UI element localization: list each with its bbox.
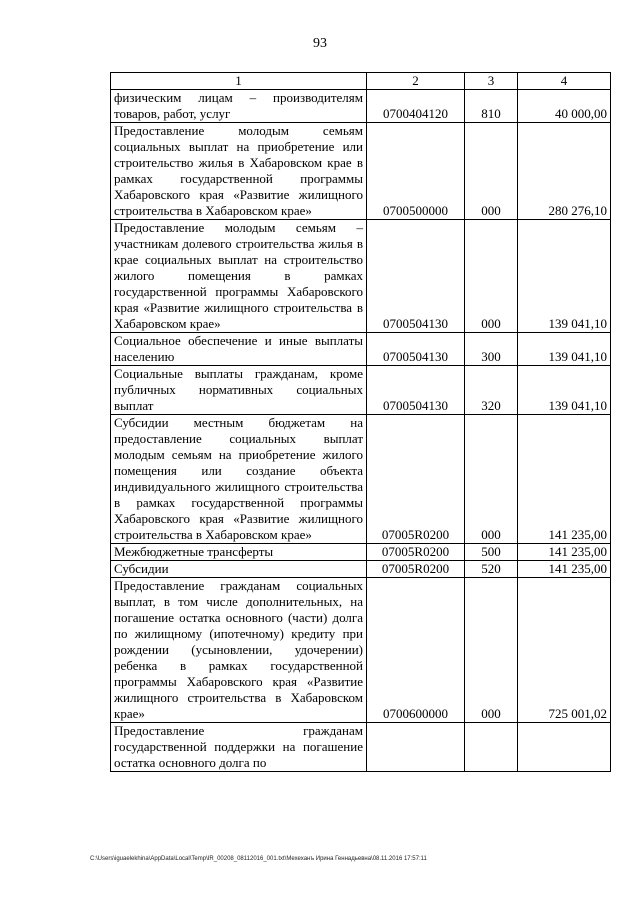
table-row <box>111 90 611 123</box>
row-description: Предоставление гражданам государственной поддержки на погашение остатка основного долга по <box>111 723 367 772</box>
row-expense-type: 500 <box>465 544 518 561</box>
row-target-code <box>367 723 465 772</box>
table-row <box>111 366 611 415</box>
row-target-code: 0700500000 <box>367 123 465 220</box>
row-target-code: 0700504130 <box>367 366 465 415</box>
row-expense-type: 000 <box>465 220 518 333</box>
row-amount: 141 235,00 <box>518 415 611 544</box>
document-footer-path: C:\Users\iguaelekhina\AppData\Local\Temp\IR_00208_08112016_001.txt\Мехеханъ Ирина Геннадьевна\08.11.2016 17:57:11 <box>90 856 427 862</box>
column-header-3: 3 <box>465 73 518 90</box>
row-description: Субсидии местным бюджетам на предоставление социальных выплат молодым семьям на приобретение жилого помещения или создание объекта индивидуального жилищного строительства в рамках государственной программы Хабаровского края «Развитие жилищного строительства в Хабаровском крае» <box>111 415 367 544</box>
row-amount: 141 235,00 <box>518 544 611 561</box>
row-target-code: 07005R0200 <box>367 415 465 544</box>
row-description: Предоставление молодым семьям – участникам долевого строительства жилья в крае социальных выплат на строительство жилого помещения в рамках государственной программы Хабаровского края «Развитие жилищного строительства в Хабаровском крае» <box>111 220 367 333</box>
row-expense-type: 000 <box>465 123 518 220</box>
table-row <box>111 123 611 220</box>
row-amount: 139 041,10 <box>518 366 611 415</box>
table-row <box>111 220 611 333</box>
table-row <box>111 578 611 723</box>
row-description: физическим лицам – производителям товаров, работ, услуг <box>111 90 367 123</box>
row-amount <box>518 723 611 772</box>
row-description: Социальные выплаты гражданам, кроме публичных нормативных социальных выплат <box>111 366 367 415</box>
row-amount: 40 000,00 <box>518 90 611 123</box>
row-amount: 280 276,10 <box>518 123 611 220</box>
row-description: Межбюджетные трансферты <box>111 544 367 561</box>
budget-table <box>110 72 611 772</box>
row-target-code: 07005R0200 <box>367 544 465 561</box>
row-target-code: 0700504130 <box>367 333 465 366</box>
row-expense-type: 810 <box>465 90 518 123</box>
row-description: Предоставление гражданам социальных выплат, в том числе дополнительных, на погашение остатка основного (части) долга по жилищному (ипотечному) кредиту при рождении (усыновлении, удочерении) ребенка в рамках государственной программы Хабаровского края «Развитие жилищного строительства в Хабаровском крае» <box>111 578 367 723</box>
row-description: Социальное обеспечение и иные выплаты населению <box>111 333 367 366</box>
row-target-code: 0700504130 <box>367 220 465 333</box>
row-description: Субсидии <box>111 561 367 578</box>
table-row <box>111 561 611 578</box>
row-amount: 141 235,00 <box>518 561 611 578</box>
row-target-code: 0700404120 <box>367 90 465 123</box>
table-row <box>111 333 611 366</box>
page-number: 93 <box>313 36 327 51</box>
row-expense-type: 320 <box>465 366 518 415</box>
row-expense-type: 300 <box>465 333 518 366</box>
table-header-row <box>111 73 611 90</box>
row-target-code: 0700600000 <box>367 578 465 723</box>
table-row <box>111 544 611 561</box>
column-header-4: 4 <box>518 73 611 90</box>
column-header-1: 1 <box>111 73 367 90</box>
column-header-2: 2 <box>367 73 465 90</box>
row-amount: 139 041,10 <box>518 333 611 366</box>
row-expense-type: 000 <box>465 415 518 544</box>
table-row <box>111 415 611 544</box>
row-expense-type: 000 <box>465 578 518 723</box>
row-amount: 139 041,10 <box>518 220 611 333</box>
row-expense-type: 520 <box>465 561 518 578</box>
row-description: Предоставление молодым семьям социальных выплат на приобретение или строительство жилья в Хабаровском крае в рамках государственной программы Хабаровского края «Развитие жилищного строительства в Хабаровском крае» <box>111 123 367 220</box>
row-amount: 725 001,02 <box>518 578 611 723</box>
row-target-code: 07005R0200 <box>367 561 465 578</box>
table-row <box>111 723 611 772</box>
row-expense-type <box>465 723 518 772</box>
